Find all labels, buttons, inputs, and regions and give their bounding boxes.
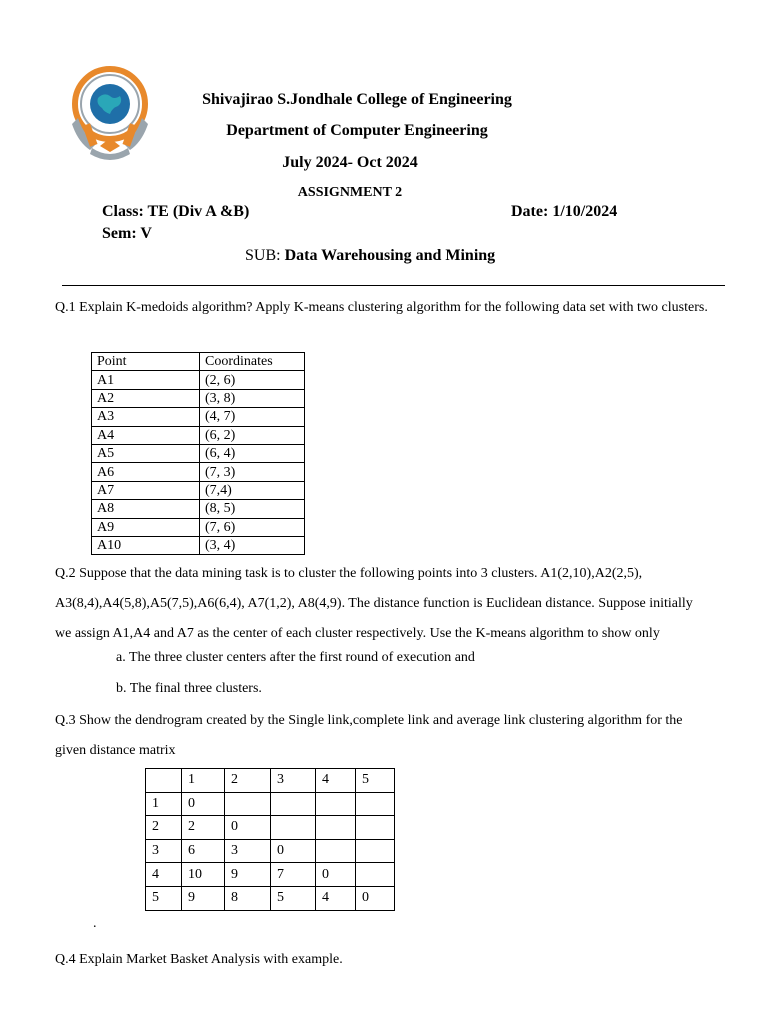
matrix-cell [271, 792, 316, 816]
matrix-cell [146, 769, 182, 793]
matrix-cell [271, 816, 316, 840]
point-cell: A8 [92, 500, 200, 518]
matrix-cell: 5 [146, 886, 182, 910]
date-label: Date: 1/10/2024 [511, 203, 618, 220]
coordinate-cell: (4, 7) [200, 408, 305, 426]
table-row [92, 389, 305, 407]
matrix-cell: 4 [146, 863, 182, 887]
coordinate-cell: (7, 3) [200, 463, 305, 481]
matrix-cell [316, 839, 356, 863]
question-2-line: A3(8,4),A4(5,8),A5(7,5),A6(6,4), A7(1,2), A8(4,9). The distance function is Euclidean distance. Suppose initially [55, 596, 693, 611]
table-row [146, 816, 395, 840]
coordinate-cell: (8, 5) [200, 500, 305, 518]
table-row [92, 481, 305, 499]
question-3-line: given distance matrix [55, 743, 176, 758]
table-row [92, 518, 305, 536]
matrix-cell [316, 792, 356, 816]
table-header-row [146, 769, 395, 793]
question-2-part-b: b. The final three clusters. [116, 681, 262, 696]
matrix-cell: 0 [316, 863, 356, 887]
question-1-text: Q.1 Explain K-medoids algorithm? Apply K-means clustering algorithm for the following data set with two clusters. [55, 300, 708, 315]
table-row [146, 863, 395, 887]
matrix-cell: 7 [271, 863, 316, 887]
matrix-cell: 10 [182, 863, 225, 887]
matrix-cell: 5 [356, 769, 395, 793]
point-cell: A5 [92, 444, 200, 462]
matrix-cell [316, 816, 356, 840]
semester-label: Sem: V [102, 225, 152, 242]
coordinate-cell: (7, 6) [200, 518, 305, 536]
table-row [92, 371, 305, 389]
header-divider [62, 285, 725, 286]
coordinate-cell: (6, 4) [200, 444, 305, 462]
matrix-cell [225, 792, 271, 816]
question-2-line: we assign A1,A4 and A7 as the center of each cluster respectively. Use the K-means algorithm to show only [55, 626, 660, 641]
point-cell: A10 [92, 536, 200, 554]
matrix-cell: 0 [271, 839, 316, 863]
question-2-line: Q.2 Suppose that the data mining task is to cluster the following points into 3 clusters. A1(2,10),A2(2,5), [55, 566, 643, 581]
point-cell: A1 [92, 371, 200, 389]
matrix-cell: 6 [182, 839, 225, 863]
points-table [91, 352, 305, 555]
matrix-cell: 1 [146, 792, 182, 816]
matrix-cell: 9 [225, 863, 271, 887]
subject-name: Data Warehousing and Mining [284, 247, 496, 264]
matrix-cell [356, 839, 395, 863]
point-cell: A2 [92, 389, 200, 407]
coordinate-cell: (7,4) [200, 481, 305, 499]
coordinate-cell: (3, 4) [200, 536, 305, 554]
subject-prefix: SUB: [245, 247, 285, 264]
matrix-cell: 2 [182, 816, 225, 840]
matrix-cell: 8 [225, 886, 271, 910]
point-cell: A4 [92, 426, 200, 444]
matrix-cell: 4 [316, 886, 356, 910]
matrix-cell: 3 [271, 769, 316, 793]
matrix-cell: 3 [146, 839, 182, 863]
table-header-cell: Coordinates [200, 353, 305, 371]
matrix-cell: 0 [356, 886, 395, 910]
matrix-cell: 3 [225, 839, 271, 863]
point-cell: A6 [92, 463, 200, 481]
matrix-cell: 2 [225, 769, 271, 793]
coordinate-cell: (2, 6) [200, 371, 305, 389]
matrix-cell: 0 [182, 792, 225, 816]
question-4-text: Q.4 Explain Market Basket Analysis with example. [55, 952, 343, 967]
college-name: Shivajirao S.Jondhale College of Engineering [202, 91, 512, 108]
question-2-part-a: a. The three cluster centers after the first round of execution and [116, 650, 475, 665]
matrix-cell: 4 [316, 769, 356, 793]
matrix-cell: 5 [271, 886, 316, 910]
table-row [92, 426, 305, 444]
table-row [146, 792, 395, 816]
point-cell: A7 [92, 481, 200, 499]
class-label: Class: TE (Div A &B) [102, 203, 250, 220]
point-cell: A3 [92, 408, 200, 426]
matrix-cell [356, 792, 395, 816]
matrix-cell: 2 [146, 816, 182, 840]
term-label: July 2024- Oct 2024 [282, 154, 418, 171]
question-3-text [55, 706, 755, 766]
college-logo [64, 66, 156, 164]
matrix-cell: 9 [182, 886, 225, 910]
table-row [92, 408, 305, 426]
table-row [146, 839, 395, 863]
matrix-cell: 1 [182, 769, 225, 793]
table-header-cell: Point [92, 353, 200, 371]
table-header-row [92, 353, 305, 371]
subject-line [245, 247, 495, 265]
stray-dot: . [93, 916, 97, 931]
matrix-cell [356, 816, 395, 840]
question-2-text [55, 559, 755, 649]
table-row [92, 500, 305, 518]
table-row [92, 536, 305, 554]
department-name: Department of Computer Engineering [226, 122, 488, 139]
distance-matrix-table [145, 768, 395, 911]
table-row [92, 463, 305, 481]
table-row [146, 886, 395, 910]
matrix-cell [356, 863, 395, 887]
coordinate-cell: (6, 2) [200, 426, 305, 444]
coordinate-cell: (3, 8) [200, 389, 305, 407]
matrix-cell: 0 [225, 816, 271, 840]
college-emblem-icon [64, 66, 156, 164]
point-cell: A9 [92, 518, 200, 536]
question-3-line: Q.3 Show the dendrogram created by the Single link,complete link and average link clustering algorithm for the [55, 713, 683, 728]
table-row [92, 444, 305, 462]
assignment-title: ASSIGNMENT 2 [297, 185, 403, 200]
